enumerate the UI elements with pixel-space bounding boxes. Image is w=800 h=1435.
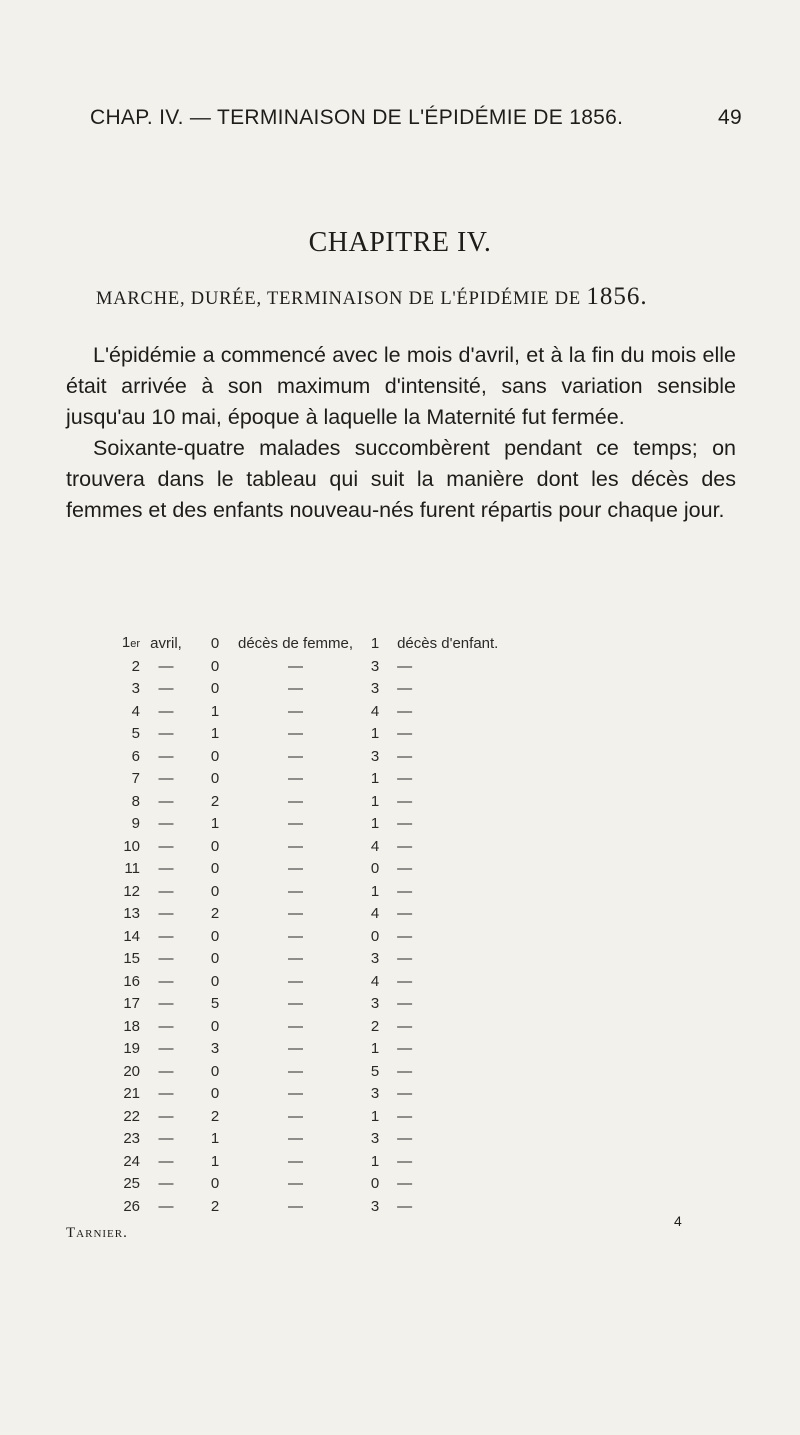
- femmes-cell: 0: [210, 860, 220, 877]
- day-cell: 19: [123, 1040, 140, 1057]
- table-row: [100, 1173, 547, 1196]
- day-cell: 16: [123, 972, 140, 990]
- femmes-cell: 0: [210, 837, 220, 855]
- dash-cell: —: [288, 882, 304, 900]
- enfants-cell: 1: [370, 725, 380, 742]
- dash-cell: —: [158, 860, 174, 877]
- dash-cell: —: [158, 657, 174, 675]
- dash-cell: —: [288, 1197, 304, 1215]
- dash-cell: —: [158, 1152, 174, 1170]
- table-row: [100, 1106, 547, 1129]
- femmes-cell: 1: [210, 725, 220, 742]
- day-cell: 26: [123, 1197, 140, 1215]
- femmes-cell: 1: [210, 1152, 220, 1170]
- dash-cell: —: [158, 1040, 174, 1057]
- dash-cell: —: [288, 972, 304, 990]
- dash-cell: —: [397, 657, 413, 675]
- dash-cell: —: [158, 1085, 174, 1102]
- femmes-cell: 2: [210, 1107, 220, 1125]
- table-row: [100, 656, 547, 679]
- dash-cell: —: [397, 1062, 413, 1080]
- dash-cell: —: [288, 1175, 304, 1192]
- enfants-cell: 2: [370, 1017, 380, 1035]
- femmes-cell: 0: [210, 1175, 220, 1192]
- running-title: CHAP. IV. — TERMINAISON DE L'ÉPIDÉMIE DE 1856.: [90, 106, 624, 129]
- femmes-cell: 1: [210, 815, 220, 832]
- enfants-cell: 0: [370, 927, 380, 945]
- running-head: [90, 106, 742, 140]
- dash-cell: —: [158, 905, 174, 922]
- table-row: [100, 813, 547, 836]
- femmes-cell: 1: [210, 1130, 220, 1147]
- enfants-cell: 1: [370, 1107, 380, 1125]
- dash-cell: —: [158, 792, 174, 810]
- day-cell: 22: [123, 1107, 140, 1125]
- dash-cell: —: [288, 1085, 304, 1102]
- dash-cell: —: [288, 702, 304, 720]
- dash-cell: —: [288, 815, 304, 832]
- table-row: [100, 1083, 547, 1106]
- enfants-cell: 3: [370, 995, 380, 1012]
- dash-cell: —: [288, 1040, 304, 1057]
- enfants-cell: 0: [370, 860, 380, 877]
- day-cell: 7: [131, 770, 140, 787]
- table-row: [100, 948, 547, 971]
- day-cell: 14: [123, 927, 140, 945]
- dash-cell: —: [397, 792, 413, 810]
- table-row: [100, 971, 547, 994]
- femmes-label: décès de femme,: [238, 634, 354, 652]
- dash-cell: —: [397, 972, 413, 990]
- table-row: [100, 993, 547, 1016]
- enfants-cell: 3: [370, 680, 380, 697]
- table-row: [100, 701, 547, 724]
- enfants-cell: 3: [370, 657, 380, 675]
- day-cell: 3: [131, 680, 140, 697]
- dash-cell: —: [288, 1107, 304, 1125]
- enfants-cell: 3: [370, 747, 380, 765]
- day-superscript: er: [130, 638, 140, 650]
- sheet-mark: 4: [674, 1213, 682, 1229]
- chapter-subtitle: [96, 283, 756, 311]
- dash-cell: —: [158, 1197, 174, 1215]
- dash-cell: —: [288, 1152, 304, 1170]
- dash-cell: —: [288, 680, 304, 697]
- femmes-cell: 5: [210, 995, 220, 1012]
- day-cell: 13: [123, 905, 140, 922]
- femmes-cell: 0: [210, 747, 220, 765]
- dash-cell: —: [158, 1175, 174, 1192]
- femmes-cell: 0: [210, 657, 220, 675]
- deaths-table-body: [100, 632, 547, 1218]
- dash-cell: —: [158, 702, 174, 720]
- day-cell: 25: [123, 1175, 140, 1192]
- day-cell: 8: [131, 792, 140, 810]
- day-cell: [100, 632, 140, 656]
- dash-cell: —: [397, 1152, 413, 1170]
- deaths-table: [100, 632, 547, 1218]
- enfants-cell: 1: [370, 882, 380, 900]
- dash-cell: —: [397, 1197, 413, 1215]
- page-number: 49: [718, 106, 742, 129]
- day-cell: 23: [123, 1130, 140, 1147]
- day-cell: 6: [131, 747, 140, 765]
- signature: Tarnier.: [66, 1225, 128, 1241]
- table-row: [100, 746, 547, 769]
- dash-cell: —: [397, 860, 413, 877]
- chapter-title: CHAPITRE IV.: [308, 227, 492, 258]
- table-row: [100, 1151, 547, 1174]
- chapter-subtitle-year: 1856.: [586, 283, 648, 310]
- table-row: [100, 723, 547, 746]
- enfants-cell: 1: [370, 1040, 380, 1057]
- femmes-cell: 0: [210, 882, 220, 900]
- dash-cell: —: [158, 837, 174, 855]
- dash-cell: —: [158, 972, 174, 990]
- table-row: [100, 836, 547, 859]
- dash-cell: —: [397, 950, 413, 967]
- day-cell: 10: [123, 837, 140, 855]
- dash-cell: —: [158, 725, 174, 742]
- dash-cell: —: [158, 1130, 174, 1147]
- dash-cell: —: [397, 1040, 413, 1057]
- table-row: [100, 1038, 547, 1061]
- femmes-cell: 0: [210, 1017, 220, 1035]
- dash-cell: —: [158, 680, 174, 697]
- dash-cell: —: [397, 882, 413, 900]
- day-cell: 4: [131, 702, 140, 720]
- day-cell: 12: [123, 882, 140, 900]
- table-row: [100, 678, 547, 701]
- dash-cell: —: [397, 1085, 413, 1102]
- femmes-cell: 0: [210, 634, 220, 652]
- femmes-cell: 2: [210, 1197, 220, 1215]
- day-cell: 20: [123, 1062, 140, 1080]
- table-row: [100, 858, 547, 881]
- table-row: [100, 632, 547, 656]
- table-row: [100, 791, 547, 814]
- enfants-cell: 4: [370, 905, 380, 922]
- table-row: [100, 903, 547, 926]
- femmes-cell: 0: [210, 1085, 220, 1102]
- dash-cell: —: [397, 725, 413, 742]
- dash-cell: —: [397, 837, 413, 855]
- dash-cell: —: [397, 1017, 413, 1035]
- femmes-cell: 0: [210, 1062, 220, 1080]
- day-cell: 24: [123, 1152, 140, 1170]
- enfants-cell: 1: [370, 815, 380, 832]
- table-row: [100, 1196, 547, 1219]
- dash-cell: —: [397, 702, 413, 720]
- femmes-cell: 0: [210, 770, 220, 787]
- femmes-cell: 1: [210, 702, 220, 720]
- table-row: [100, 926, 547, 949]
- dash-cell: —: [288, 747, 304, 765]
- dash-cell: —: [288, 725, 304, 742]
- day-cell: 11: [124, 860, 140, 877]
- dash-cell: —: [158, 882, 174, 900]
- dash-cell: —: [397, 1107, 413, 1125]
- table-row: [100, 1016, 547, 1039]
- dash-cell: —: [158, 995, 174, 1012]
- femmes-cell: 0: [210, 972, 220, 990]
- paragraph: Soixante-quatre malades succombèrent pendant ce temps; on trouvera dans le tableau qui suit la manière dont les décès des femmes et des enfants nouveau-nés furent répartis pour chaque jour.: [66, 436, 736, 522]
- day-cell: 5: [131, 725, 140, 742]
- dash-cell: —: [397, 995, 413, 1012]
- month-cell: avril,: [150, 634, 182, 652]
- table-row: [100, 881, 547, 904]
- day-cell: 18: [123, 1017, 140, 1035]
- day-cell: 21: [123, 1085, 140, 1102]
- chapter-subtitle-text: MARCHE, DURÉE, TERMINAISON DE L'ÉPIDÉMIE DE: [96, 289, 581, 309]
- dash-cell: —: [288, 1062, 304, 1080]
- femmes-cell: 0: [210, 680, 220, 697]
- dash-cell: —: [288, 657, 304, 675]
- dash-cell: —: [158, 1017, 174, 1035]
- enfants-cell: 4: [370, 972, 380, 990]
- dash-cell: —: [158, 747, 174, 765]
- table-row: [100, 1128, 547, 1151]
- enfants-cell: 1: [370, 634, 380, 652]
- enfants-cell: 3: [370, 950, 380, 967]
- dash-cell: —: [288, 770, 304, 787]
- dash-cell: —: [158, 1107, 174, 1125]
- enfants-cell: 1: [370, 792, 380, 810]
- enfants-cell: 1: [370, 770, 380, 787]
- dash-cell: —: [397, 1175, 413, 1192]
- body-text: [66, 340, 736, 526]
- dash-cell: —: [288, 1130, 304, 1147]
- enfants-cell: 4: [370, 837, 380, 855]
- enfants-label: décès d'enfant.: [397, 634, 499, 652]
- dash-cell: —: [288, 1017, 304, 1035]
- table-row: [100, 768, 547, 791]
- enfants-cell: 5: [370, 1062, 380, 1080]
- dash-cell: —: [397, 1130, 413, 1147]
- day-number: 1: [121, 634, 131, 651]
- day-cell: 15: [123, 950, 140, 967]
- dash-cell: —: [158, 815, 174, 832]
- dash-cell: —: [397, 905, 413, 922]
- dash-cell: —: [397, 747, 413, 765]
- femmes-cell: 0: [210, 927, 220, 945]
- femmes-cell: 2: [210, 905, 220, 922]
- dash-cell: —: [397, 770, 413, 787]
- paragraph: L'épidémie a commencé avec le mois d'avril, et à la fin du mois elle était arrivée à son maximum d'intensité, sans variation sensible jusqu'au 10 mai, époque à laquelle la Maternité fut fermée.: [66, 343, 736, 429]
- table-row: [100, 1061, 547, 1084]
- enfants-cell: 3: [370, 1197, 380, 1215]
- day-cell: 2: [131, 657, 140, 675]
- dash-cell: —: [397, 927, 413, 945]
- enfants-cell: 0: [370, 1175, 380, 1192]
- dash-cell: —: [158, 950, 174, 967]
- enfants-cell: 4: [370, 702, 380, 720]
- femmes-cell: 0: [210, 950, 220, 967]
- dash-cell: —: [158, 770, 174, 787]
- day-cell: 17: [123, 995, 140, 1012]
- enfants-cell: 3: [370, 1085, 380, 1102]
- enfants-cell: 3: [370, 1130, 380, 1147]
- dash-cell: —: [288, 950, 304, 967]
- day-cell: 9: [131, 815, 140, 832]
- dash-cell: —: [397, 815, 413, 832]
- femmes-cell: 2: [210, 792, 220, 810]
- dash-cell: —: [288, 995, 304, 1012]
- dash-cell: —: [288, 792, 304, 810]
- enfants-cell: 1: [370, 1152, 380, 1170]
- dash-cell: —: [158, 1062, 174, 1080]
- dash-cell: —: [288, 860, 304, 877]
- dash-cell: —: [288, 905, 304, 922]
- dash-cell: —: [397, 680, 413, 697]
- femmes-cell: 3: [210, 1040, 220, 1057]
- dash-cell: —: [288, 927, 304, 945]
- dash-cell: —: [288, 837, 304, 855]
- dash-cell: —: [158, 927, 174, 945]
